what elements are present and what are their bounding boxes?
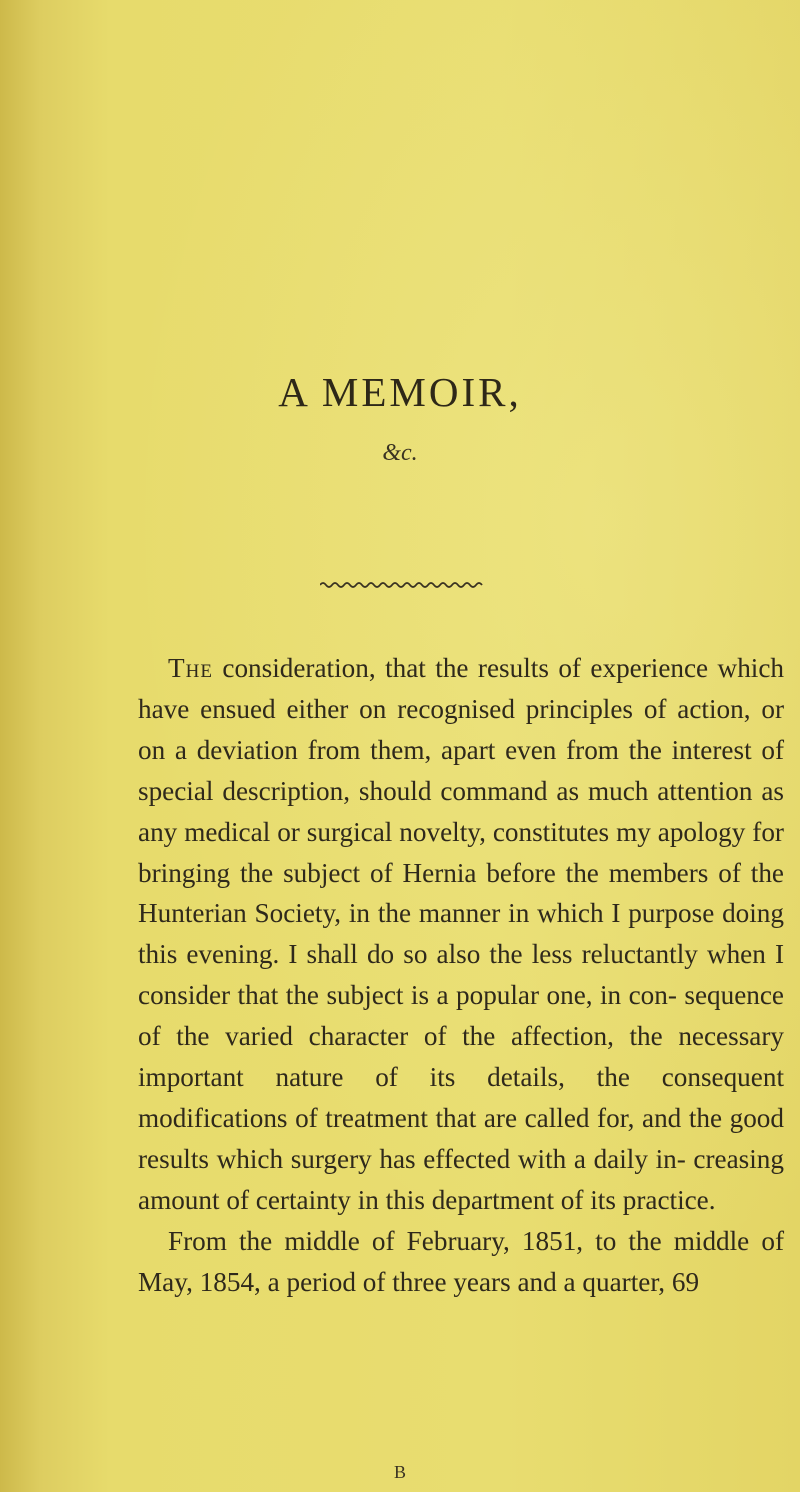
signature-mark: B [393,1462,406,1482]
paragraph-1-text: consideration, that the results of experience which have ensued either on recognised principles of action, or on a deviation from them, apart even from the interest of special description, should command as much attention as any medical or surgical novelty, constitutes my apology for bringing the subject of Hernia before the members of the Hunterian Society, in the manner in which I purpose doing this evening. I shall do so also the less reluctantly when I consider that the subject is a popular one, in con- sequence of the varied character of the affection, the necessary important nature of its details, the consequent modifications of treatment that are called for, and the good results which surgery has effected with a daily in- creasing amount of certainty in this department of its practice. [138,653,784,1215]
paragraph-2: From the middle of February, 1851, to the middle of May, 1854, a period of three years and a quarter, 69 [138,1225,784,1297]
paragraph-1 [138,648,784,1221]
page-title: A MEMOIR, [278,369,522,415]
page-subtitle: &c. [382,440,418,466]
paragraph-lead-word: The [168,653,213,683]
ornamental-rule [320,580,485,590]
body-text [138,648,784,1303]
